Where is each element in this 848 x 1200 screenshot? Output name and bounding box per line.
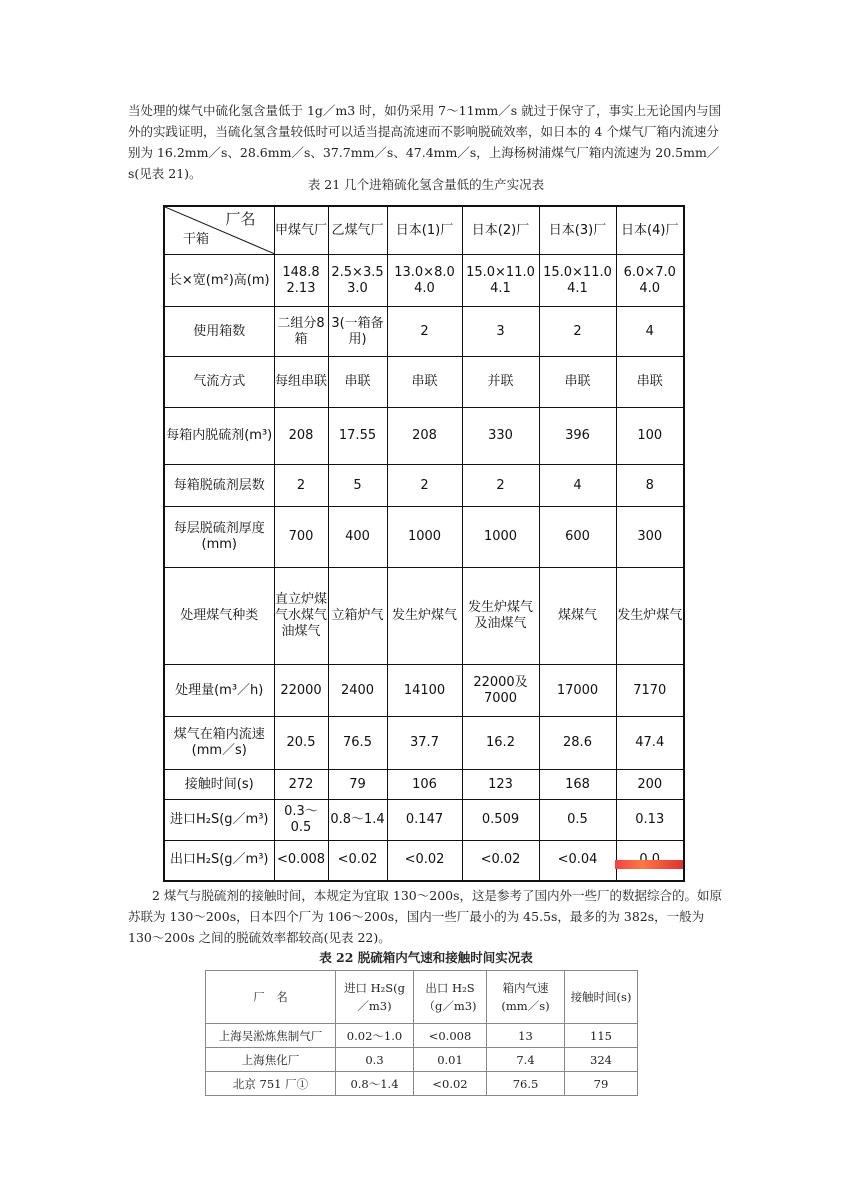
table-cell: 上海吴淞炼焦制气厂 [206,1024,336,1048]
column-header: 厂 名 [206,971,336,1024]
table21-row [164,357,684,408]
corner-cell [164,206,274,255]
table-cell: 14100 [387,665,462,717]
diagonal-line [165,207,275,254]
table22-caption: 表 22 脱硫箱内气速和接触时间实况表 [319,950,533,965]
table-cell: 二组分8箱 [274,307,328,357]
table-cell: 串联 [328,357,387,408]
table21-row [164,665,684,717]
table-cell: 北京 751 厂① [206,1072,336,1096]
table-cell: 0.147 [387,800,462,841]
row-label: 每层脱硫剂厚度(mm) [164,507,274,568]
table-cell: 300 [616,507,684,568]
table-cell: 立箱炉气 [328,568,387,665]
table-cell: 79 [565,1072,638,1096]
table-cell: 发生炉煤气及油煤气 [462,568,539,665]
column-header: 箱内气速(mm／s) [487,971,565,1024]
table-cell: 发生炉煤气 [387,568,462,665]
table-cell: 0.8～1.4 [328,800,387,841]
table-cell: 发生炉煤气 [616,568,684,665]
table-cell: <0.02 [462,841,539,881]
table-cell: 直立炉煤气水煤气油煤气 [274,568,328,665]
table21-row [164,408,684,465]
table-cell: 28.6 [539,717,616,770]
column-header: 日本(4)厂 [616,206,684,255]
table-cell: 330 [462,408,539,465]
table-cell: <0.008 [274,841,328,881]
table-cell: 148.8 2.13 [274,255,328,307]
row-label: 每箱内脱硫剂(m³) [164,408,274,465]
column-header: 进口 H₂S(g／m3) [336,971,414,1024]
row-label: 气流方式 [164,357,274,408]
table22-row [206,1024,638,1048]
table-cell: 4 [616,307,684,357]
table-cell: 700 [274,507,328,568]
table-cell: <0.008 [414,1024,487,1048]
table-cell: 上海焦化厂 [206,1048,336,1072]
table-cell: <0.02 [328,841,387,881]
table-cell: 76.5 [487,1072,565,1096]
table-cell: 0.01 [414,1048,487,1072]
table-cell: 串联 [387,357,462,408]
table-cell: 76.5 [328,717,387,770]
table-cell: 400 [328,507,387,568]
table-cell: 0.02～1.0 [336,1024,414,1048]
table-cell: 3(一箱备用) [328,307,387,357]
table-cell: 22000及7000 [462,665,539,717]
table-cell: 6.0×7.0 4.0 [616,255,684,307]
row-label: 处理煤气种类 [164,568,274,665]
column-header: 出口 H₂S（g／m3) [414,971,487,1024]
table-cell: 0.3 [336,1048,414,1072]
table-cell: <0.04 [539,841,616,881]
table-cell: 4 [539,465,616,507]
table-cell: 123 [462,770,539,800]
table-cell: 200 [616,770,684,800]
table-cell: 20.5 [274,717,328,770]
column-header: 甲煤气厂 [274,206,328,255]
row-label: 煤气在箱内流速(mm／s) [164,717,274,770]
table21-row [164,255,684,307]
table-cell: 79 [328,770,387,800]
watermark-bar [615,860,683,869]
table-cell: 17000 [539,665,616,717]
table-cell: 0.5 [539,800,616,841]
corner-top-label: 厂名 [225,210,256,228]
table-cell: 208 [387,408,462,465]
table-21 [163,205,685,882]
table21-row [164,507,684,568]
table21-row [164,841,684,881]
table21-row [164,465,684,507]
table-cell: 2 [387,307,462,357]
row-label: 接触时间(s) [164,770,274,800]
table-cell: 2 [462,465,539,507]
row-label: 出口H₂S(g／m³) [164,841,274,881]
row-label: 处理量(m³／h) [164,665,274,717]
column-header: 日本(2)厂 [462,206,539,255]
table-cell: 37.7 [387,717,462,770]
table21-header-row [164,206,684,255]
column-header: 日本(3)厂 [539,206,616,255]
table-cell: 15.0×11.0 4.1 [462,255,539,307]
table-cell: 1000 [462,507,539,568]
table22-row [206,1048,638,1072]
table21-row [164,800,684,841]
column-header: 乙煤气厂 [328,206,387,255]
table21-row [164,568,684,665]
column-header: 接触时间(s) [565,971,638,1024]
table-cell: 106 [387,770,462,800]
column-header: 日本(1)厂 [387,206,462,255]
table-cell: <0.02 [387,841,462,881]
table-cell: 2 [274,465,328,507]
table-cell: 13 [487,1024,565,1048]
table-cell: 208 [274,408,328,465]
table-cell: 22000 [274,665,328,717]
table-cell: 1000 [387,507,462,568]
table-cell: 15.0×11.0 4.1 [539,255,616,307]
table-cell: 2.5×3.5 3.0 [328,255,387,307]
table-cell: 47.4 [616,717,684,770]
row-label: 使用箱数 [164,307,274,357]
paragraph-1: 当处理的煤气中硫化氢含量低于 1g／m3 时，如仍采用 7～11mm／s 就过于保守了，事实上无论国内与国外的实践证明，当硫化氢含量较低时可以适当提高流速而不影响脱硫效率，如日本的 4 个煤气厂箱内流速分别为 16.2mm／s、28.6mm／s、37.7mm／s、47.4mm／s，上海杨树浦煤气厂箱内流速为 20.5mm／s(见表 21)。 [128,103,722,181]
table-cell: 100 [616,408,684,465]
table-cell: 每组串联 [274,357,328,408]
table21-caption: 表 21 几个进箱硫化氢含量低的生产实况表 [307,177,545,192]
table-cell: 并联 [462,357,539,408]
table-cell: 7.4 [487,1048,565,1072]
table-cell: 2 [539,307,616,357]
table-cell: 煤煤气 [539,568,616,665]
table-cell: <0.02 [414,1072,487,1096]
table-cell: 3 [462,307,539,357]
paragraph-2: 2 煤气与脱硫剂的接触时间，本规定为宜取 130～200s，这是参考了国内外一些厂的数据综合的。如原苏联为 130～200s，日本四个厂为 106～200s，国内一些厂最小的为 45.5s，最多的为 382s，一般为 130～200s 之间的脱硫效率都较高(见表 22)。 [128,888,723,945]
table22-header-row [206,971,638,1024]
table-cell: 0.3～0.5 [274,800,328,841]
row-label: 进口H₂S(g／m³) [164,800,274,841]
table-22 [205,970,638,1096]
table-cell: 0.8～1.4 [336,1072,414,1096]
table-cell: 272 [274,770,328,800]
table-cell: 324 [565,1048,638,1072]
row-label: 每箱脱硫剂层数 [164,465,274,507]
table-cell: 7170 [616,665,684,717]
table-cell: 8 [616,465,684,507]
table-cell: 16.2 [462,717,539,770]
table-cell: 115 [565,1024,638,1048]
table21-row [164,717,684,770]
table-cell: 396 [539,408,616,465]
table-cell: 2400 [328,665,387,717]
table-cell: 17.55 [328,408,387,465]
table-cell: 5 [328,465,387,507]
row-label: 长×宽(m²)高(m) [164,255,274,307]
table-cell: 2 [387,465,462,507]
corner-bottom-label: 干箱 [183,232,210,247]
table-cell: 0.509 [462,800,539,841]
table-cell: 串联 [616,357,684,408]
table21-row [164,307,684,357]
table-cell: 串联 [539,357,616,408]
table22-row [206,1072,638,1096]
table-cell: 13.0×8.0 4.0 [387,255,462,307]
table-cell: 168 [539,770,616,800]
table-cell: 0.13 [616,800,684,841]
table21-row [164,770,684,800]
table-cell: 600 [539,507,616,568]
